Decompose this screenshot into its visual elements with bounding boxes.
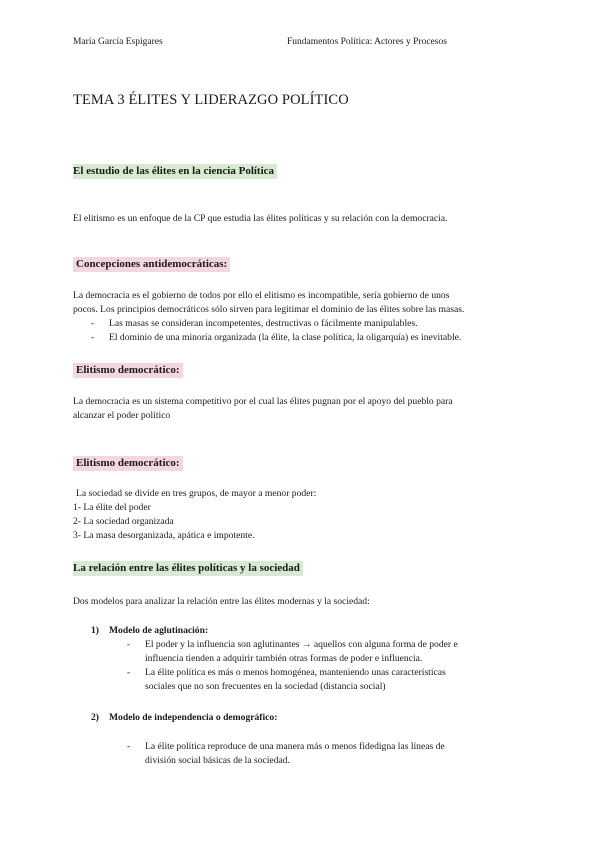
- bullet-item: Las masas se consideran incompetentes, destructivas o fácilmente manipulables.: [109, 318, 418, 329]
- bullet-dash: -: [91, 332, 95, 343]
- paragraph-elitismo: El elitismo es un enfoque de la CP que estudia las élites políticas y su relación con la democracia.: [73, 213, 448, 224]
- list-item: 2- La sociedad organizada: [73, 516, 174, 527]
- section-heading-estudio: [73, 165, 277, 177]
- section-heading-relacion-text: La relación entre las élites políticas y la sociedad: [73, 561, 303, 576]
- bullet-dash: -: [127, 741, 131, 752]
- header-author: María García Espigares: [73, 37, 163, 47]
- paragraph-line: Dos modelos para analizar la relación entre las élites modernas y la sociedad:: [73, 596, 370, 607]
- list-item: 1- La élite del poder: [73, 502, 151, 513]
- bullet-item-cont: sociales que no son frecuentes en la sociedad (distancia social): [145, 681, 386, 692]
- paragraph-line: alcanzar el poder político: [73, 410, 171, 421]
- page-title: TEMA 3 ÉLITES Y LIDERAZGO POLÍTICO: [73, 92, 349, 108]
- header-course: Fundamentos Política: Actores y Procesos: [287, 37, 447, 47]
- section-heading-relacion: [73, 562, 303, 574]
- section-heading-elitismo-democratico-2: [73, 457, 183, 469]
- bullet-item: El poder y la influencia son aglutinantes → aquellos con alguna forma de poder e: [145, 639, 458, 650]
- paragraph-line: La democracia es el gobierno de todos por ello el elitismo es incompatible, sería gobierno de unos: [73, 290, 450, 301]
- section-heading-elitismo-democratico-text: Elitismo democrático:: [73, 363, 183, 378]
- section-heading-antidemocraticas-text: Concepciones antidemocráticas:: [73, 257, 230, 272]
- model-title: Modelo de independencia o demográfico:: [109, 712, 278, 723]
- model-number: 2): [91, 712, 99, 723]
- section-heading-elitismo-democratico: [73, 364, 183, 376]
- bullet-item: La élite política es más o menos homogénea, manteniendo unas características: [145, 667, 446, 678]
- bullet-dash: -: [91, 318, 95, 329]
- paragraph-line: pocos. Los principios democráticos sólo sirven para legitimar el dominio de las élites sobre las masas.: [73, 304, 465, 315]
- model-number: 1): [91, 625, 99, 636]
- paragraph-line: La sociedad se divide en tres grupos, de mayor a menor poder:: [76, 488, 317, 499]
- section-heading-antidemocraticas: [73, 258, 230, 270]
- bullet-dash: -: [127, 667, 131, 678]
- bullet-item: El dominio de una minoría organizada (la élite, la clase política, la oligarquía) es inevitable.: [109, 332, 462, 343]
- model-title: Modelo de aglutinación:: [109, 625, 209, 636]
- paragraph-line: La democracia es un sistema competitivo por el cual las élites pugnan por el apoyo del pueblo para: [73, 396, 453, 407]
- bullet-item-cont: influencia tienden a adquirir también otras formas de poder e influencia.: [145, 653, 423, 664]
- bullet-item: La élite política reproduce de una manera más o menos fidedigna las líneas de: [145, 741, 445, 752]
- section-heading-elitismo-democratico-2-text: Elitismo democrático:: [73, 456, 183, 471]
- list-item: 3- La masa desorganizada, apática e impotente.: [73, 530, 255, 541]
- bullet-dash: -: [127, 639, 131, 650]
- section-heading-estudio-text: El estudio de las élites en la ciencia Política: [73, 164, 277, 179]
- bullet-item-cont: división social básicas de la sociedad.: [145, 755, 290, 766]
